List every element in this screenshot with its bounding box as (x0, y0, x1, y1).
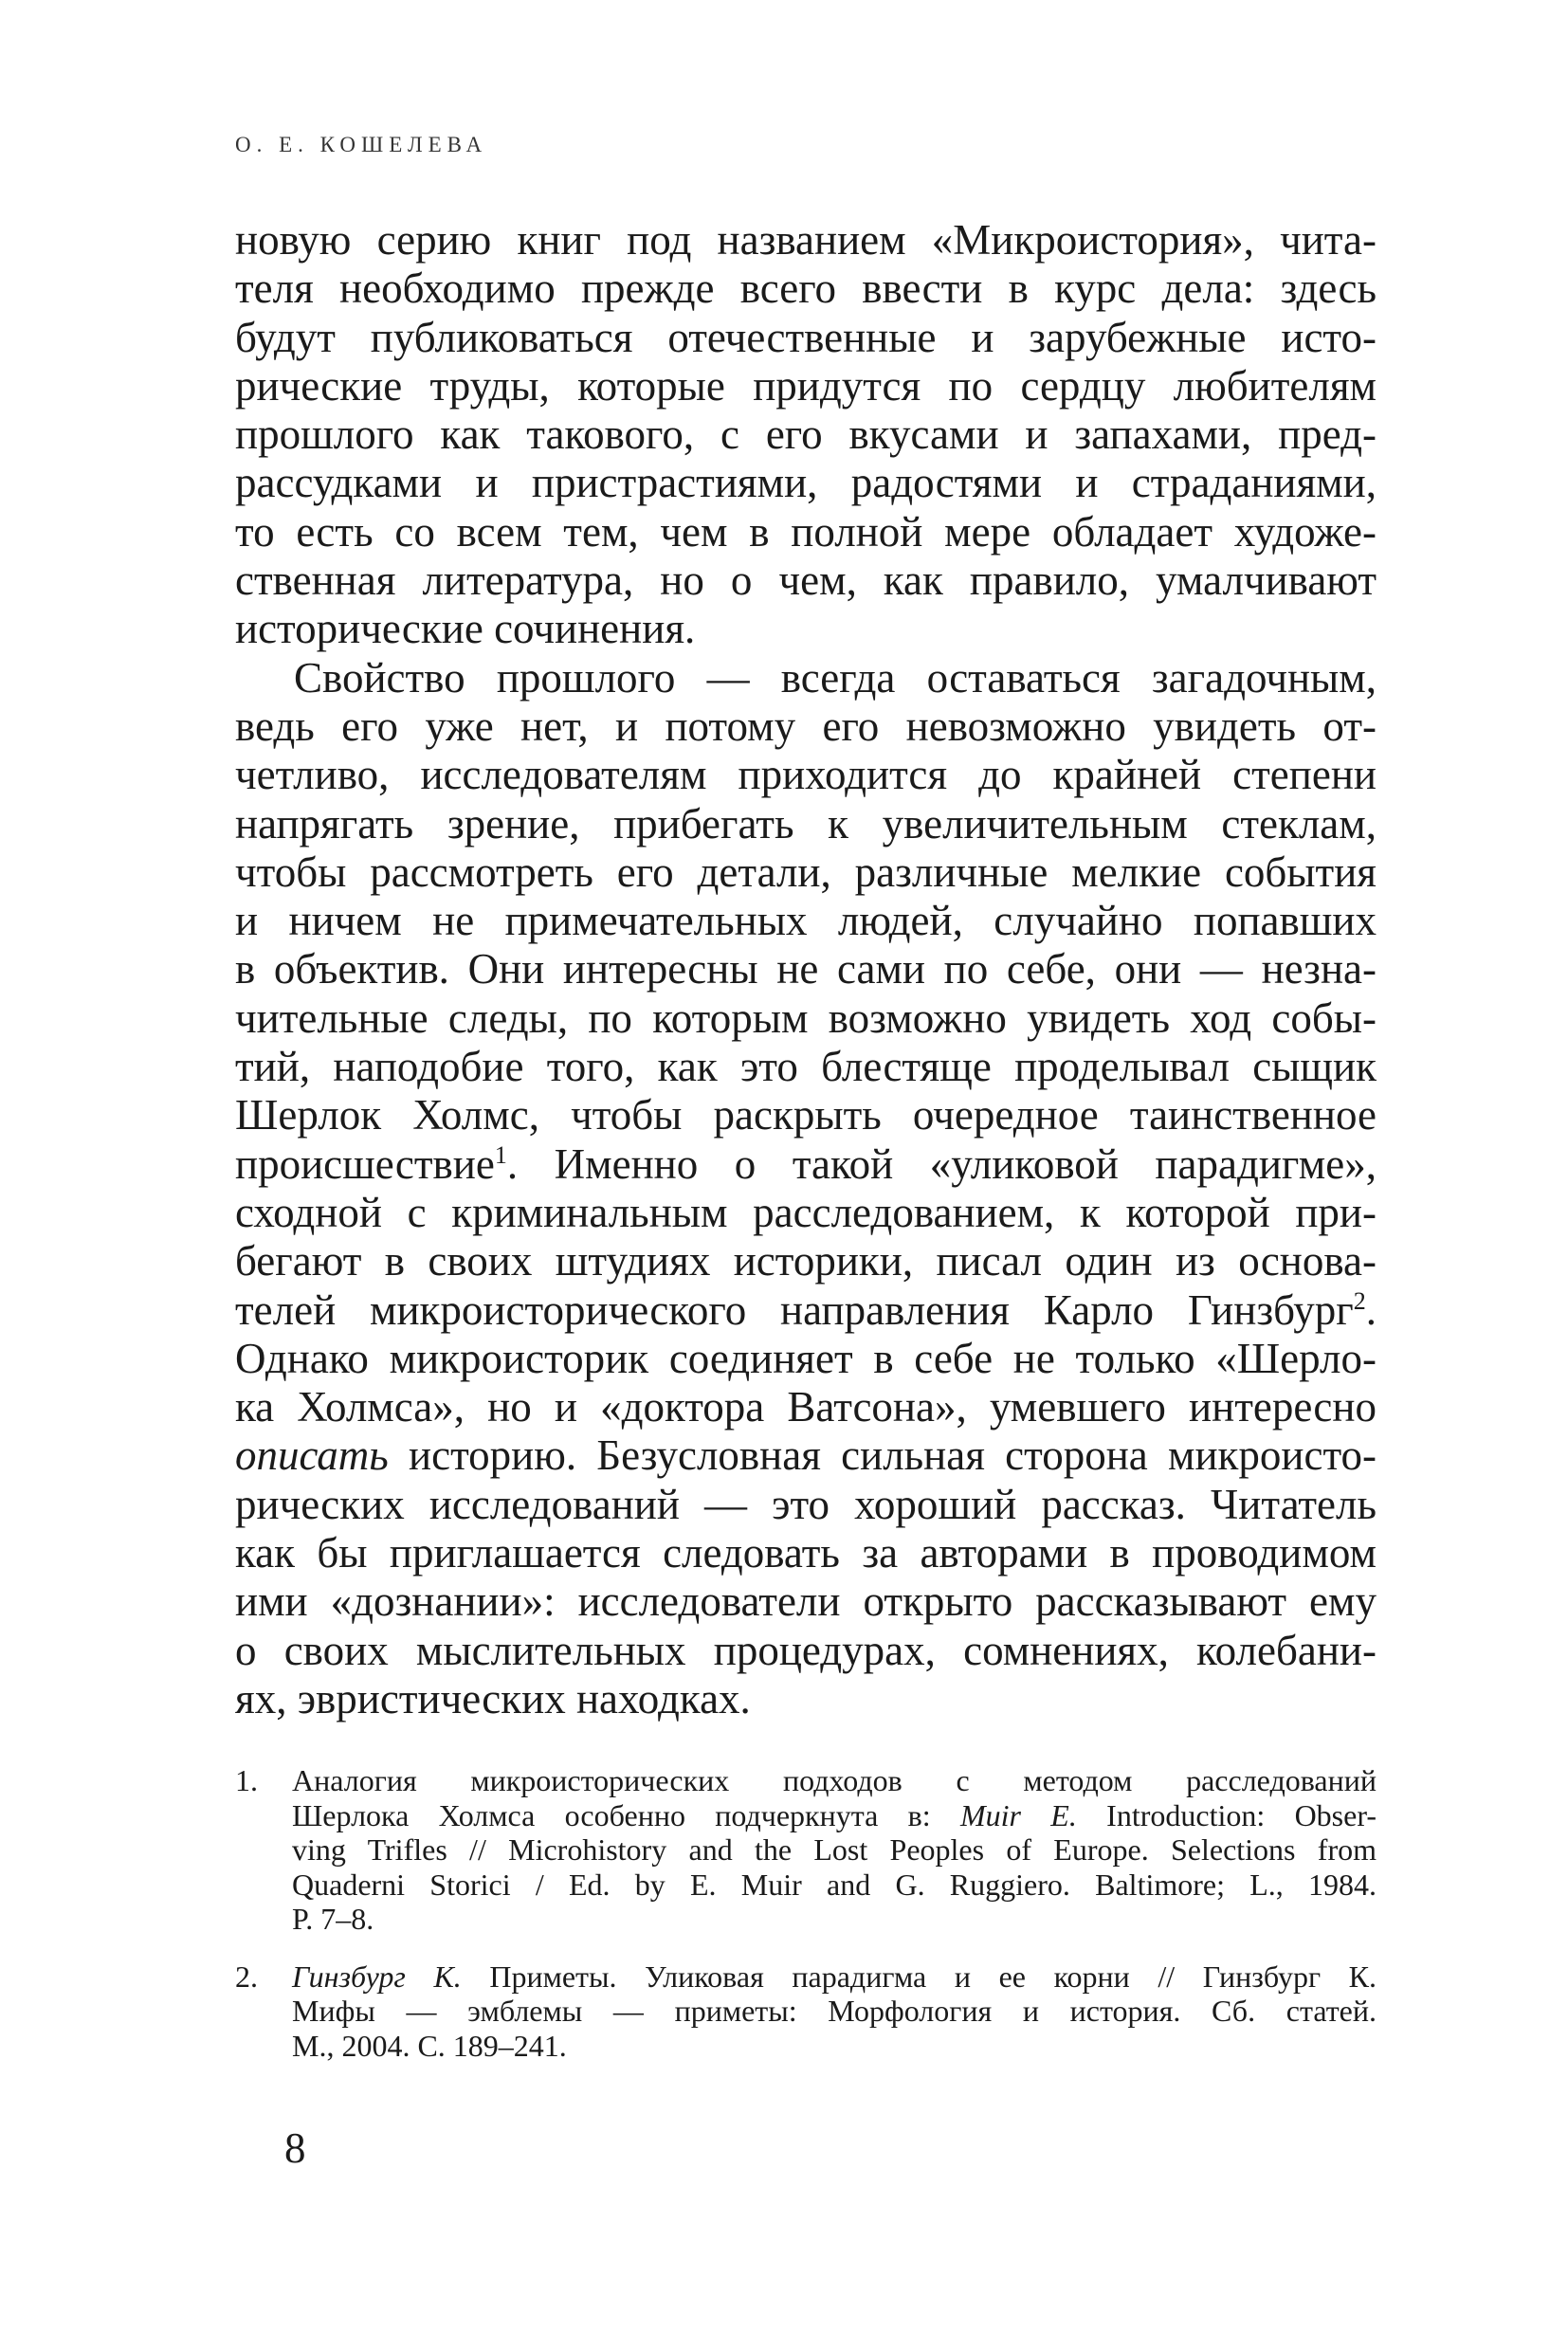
footnote-line (292, 1959, 1377, 1995)
emphasis-text: Гинзбург К. (292, 1959, 462, 1994)
emphasis-text: Muir E. (959, 1797, 1077, 1832)
text-segment: Introduction: Obser- (1076, 1797, 1377, 1832)
text-segment: . (1365, 1285, 1377, 1334)
text-segment: . Именно о такой «уликовой парадигме», (506, 1139, 1377, 1188)
page-number: 8 (284, 2124, 306, 2172)
text-line: как бы приглашается следовать за авторами в проводимом (235, 1529, 1377, 1577)
text-line: Свойство прошлого — всегда оставаться загадочным, (294, 653, 1377, 702)
text-line: Однако микроисторик соединяет в себе не только «Шерло- (235, 1334, 1377, 1382)
text-line: то есть со всем тем, чем в полной мере обладает художе- (235, 507, 1377, 556)
text-line: и ничем не примечательных людей, случайно попавших (235, 897, 1377, 945)
footnote-line: P. 7–8. (292, 1902, 374, 1936)
main-text (235, 216, 1377, 1723)
footnote-2 (235, 1959, 1377, 2064)
footnote-line: Аналогия микроисторических подходов с методом расследований (292, 1763, 1377, 1797)
footnote-1 (235, 1763, 1377, 1937)
text-segment: Шерлока Холмса особенно подчеркнута в: (292, 1797, 960, 1832)
paragraph-2 (235, 654, 1377, 1724)
paragraph-1 (235, 216, 1377, 654)
footnote-reference-2[interactable]: 2 (1353, 1286, 1366, 1315)
text-line: сходной с криминальным расследованием, к которой при- (235, 1188, 1377, 1236)
text-line: ях, эвристических находках. (235, 1674, 751, 1722)
footnote-line (292, 1798, 1377, 1833)
footnote-line: Мифы — эмблемы — приметы: Морфология и история. Сб. статей. (292, 1994, 1377, 2028)
text-line: чтобы рассмотреть его детали, различные мелкие события (235, 847, 1377, 896)
footnote-reference-1[interactable]: 1 (494, 1140, 507, 1169)
text-line: бегают в своих штудиях историки, писал один из основа- (235, 1237, 1377, 1285)
text-segment: историю. Безусловная сильная сторона микроисто- (388, 1431, 1377, 1480)
text-line: напрягать зрение, прибегать к увеличительным стеклам, (235, 799, 1377, 847)
text-line: ими «дознании»: исследователи открыто рассказывают ему (235, 1577, 1377, 1626)
text-line: о своих мыслительных процедурах, сомнениях, колебани- (235, 1626, 1377, 1674)
text-line: ственная литература, но о чем, как правило, умалчивают (235, 556, 1377, 605)
running-head: О. Е. КОШЕЛЕВА (235, 133, 488, 156)
text-segment: происшествие (235, 1139, 495, 1188)
footnotes (235, 1763, 1377, 2086)
text-line: чительные следы, по которым возможно увидеть ход собы- (235, 993, 1377, 1042)
text-line: четливо, исследователям приходится до крайней степени (235, 751, 1377, 799)
text-line: теля необходимо прежде всего ввести в курс дела: здесь (235, 264, 1377, 313)
text-segment: телей микроисторического направления Карло Гинзбург (235, 1285, 1354, 1334)
text-line: рических исследований — это хороший рассказ. Читатель (235, 1480, 1377, 1528)
text-line: рические труды, которые придутся по сердцу любителям (235, 361, 1377, 410)
footnote-line: Quaderni Storici / Ed. by E. Muir and G. Ruggiero. Baltimore; L., 1984. (292, 1867, 1377, 1902)
footnote-line: М., 2004. С. 189–241. (292, 2028, 567, 2063)
text-line: новую серию книг под названием «Микроистория», чита- (235, 216, 1377, 264)
text-line: в объектив. Они интересны не сами по себе, они — незна- (235, 945, 1377, 993)
footnote-number: 2. (235, 1959, 258, 1994)
text-line: прошлого как такового, с его вкусами и запахами, пред- (235, 410, 1377, 459)
text-line: тий, наподобие того, как это блестяще проделывал сыщик (235, 1043, 1377, 1091)
text-line: будут публиковаться отечественные и зарубежные исто- (235, 313, 1377, 361)
text-line: Шерлок Холмс, чтобы раскрыть очередное таинственное (235, 1091, 1377, 1139)
text-line: рассудками и пристрастиями, радостями и страданиями, (235, 459, 1377, 507)
footnote-number: 1. (235, 1763, 258, 1797)
footnote-line: ving Trifles // Microhistory and the Lost Peoples of Europe. Selections from (292, 1832, 1377, 1867)
text-line (235, 1286, 1377, 1335)
emphasis-text: описать (235, 1431, 389, 1480)
text-line: ка Холмса», но и «доктора Ватсона», умевшего интересно (235, 1383, 1377, 1431)
text-line (235, 1140, 1377, 1189)
text-line (235, 1431, 1377, 1480)
text-line: ведь его уже нет, и потому его невозможно увидеть от- (235, 702, 1377, 750)
text-segment: Приметы. Уликовая парадигма и ее корни // Гинзбург К. (461, 1959, 1377, 1994)
text-line: исторические сочинения. (235, 605, 696, 653)
